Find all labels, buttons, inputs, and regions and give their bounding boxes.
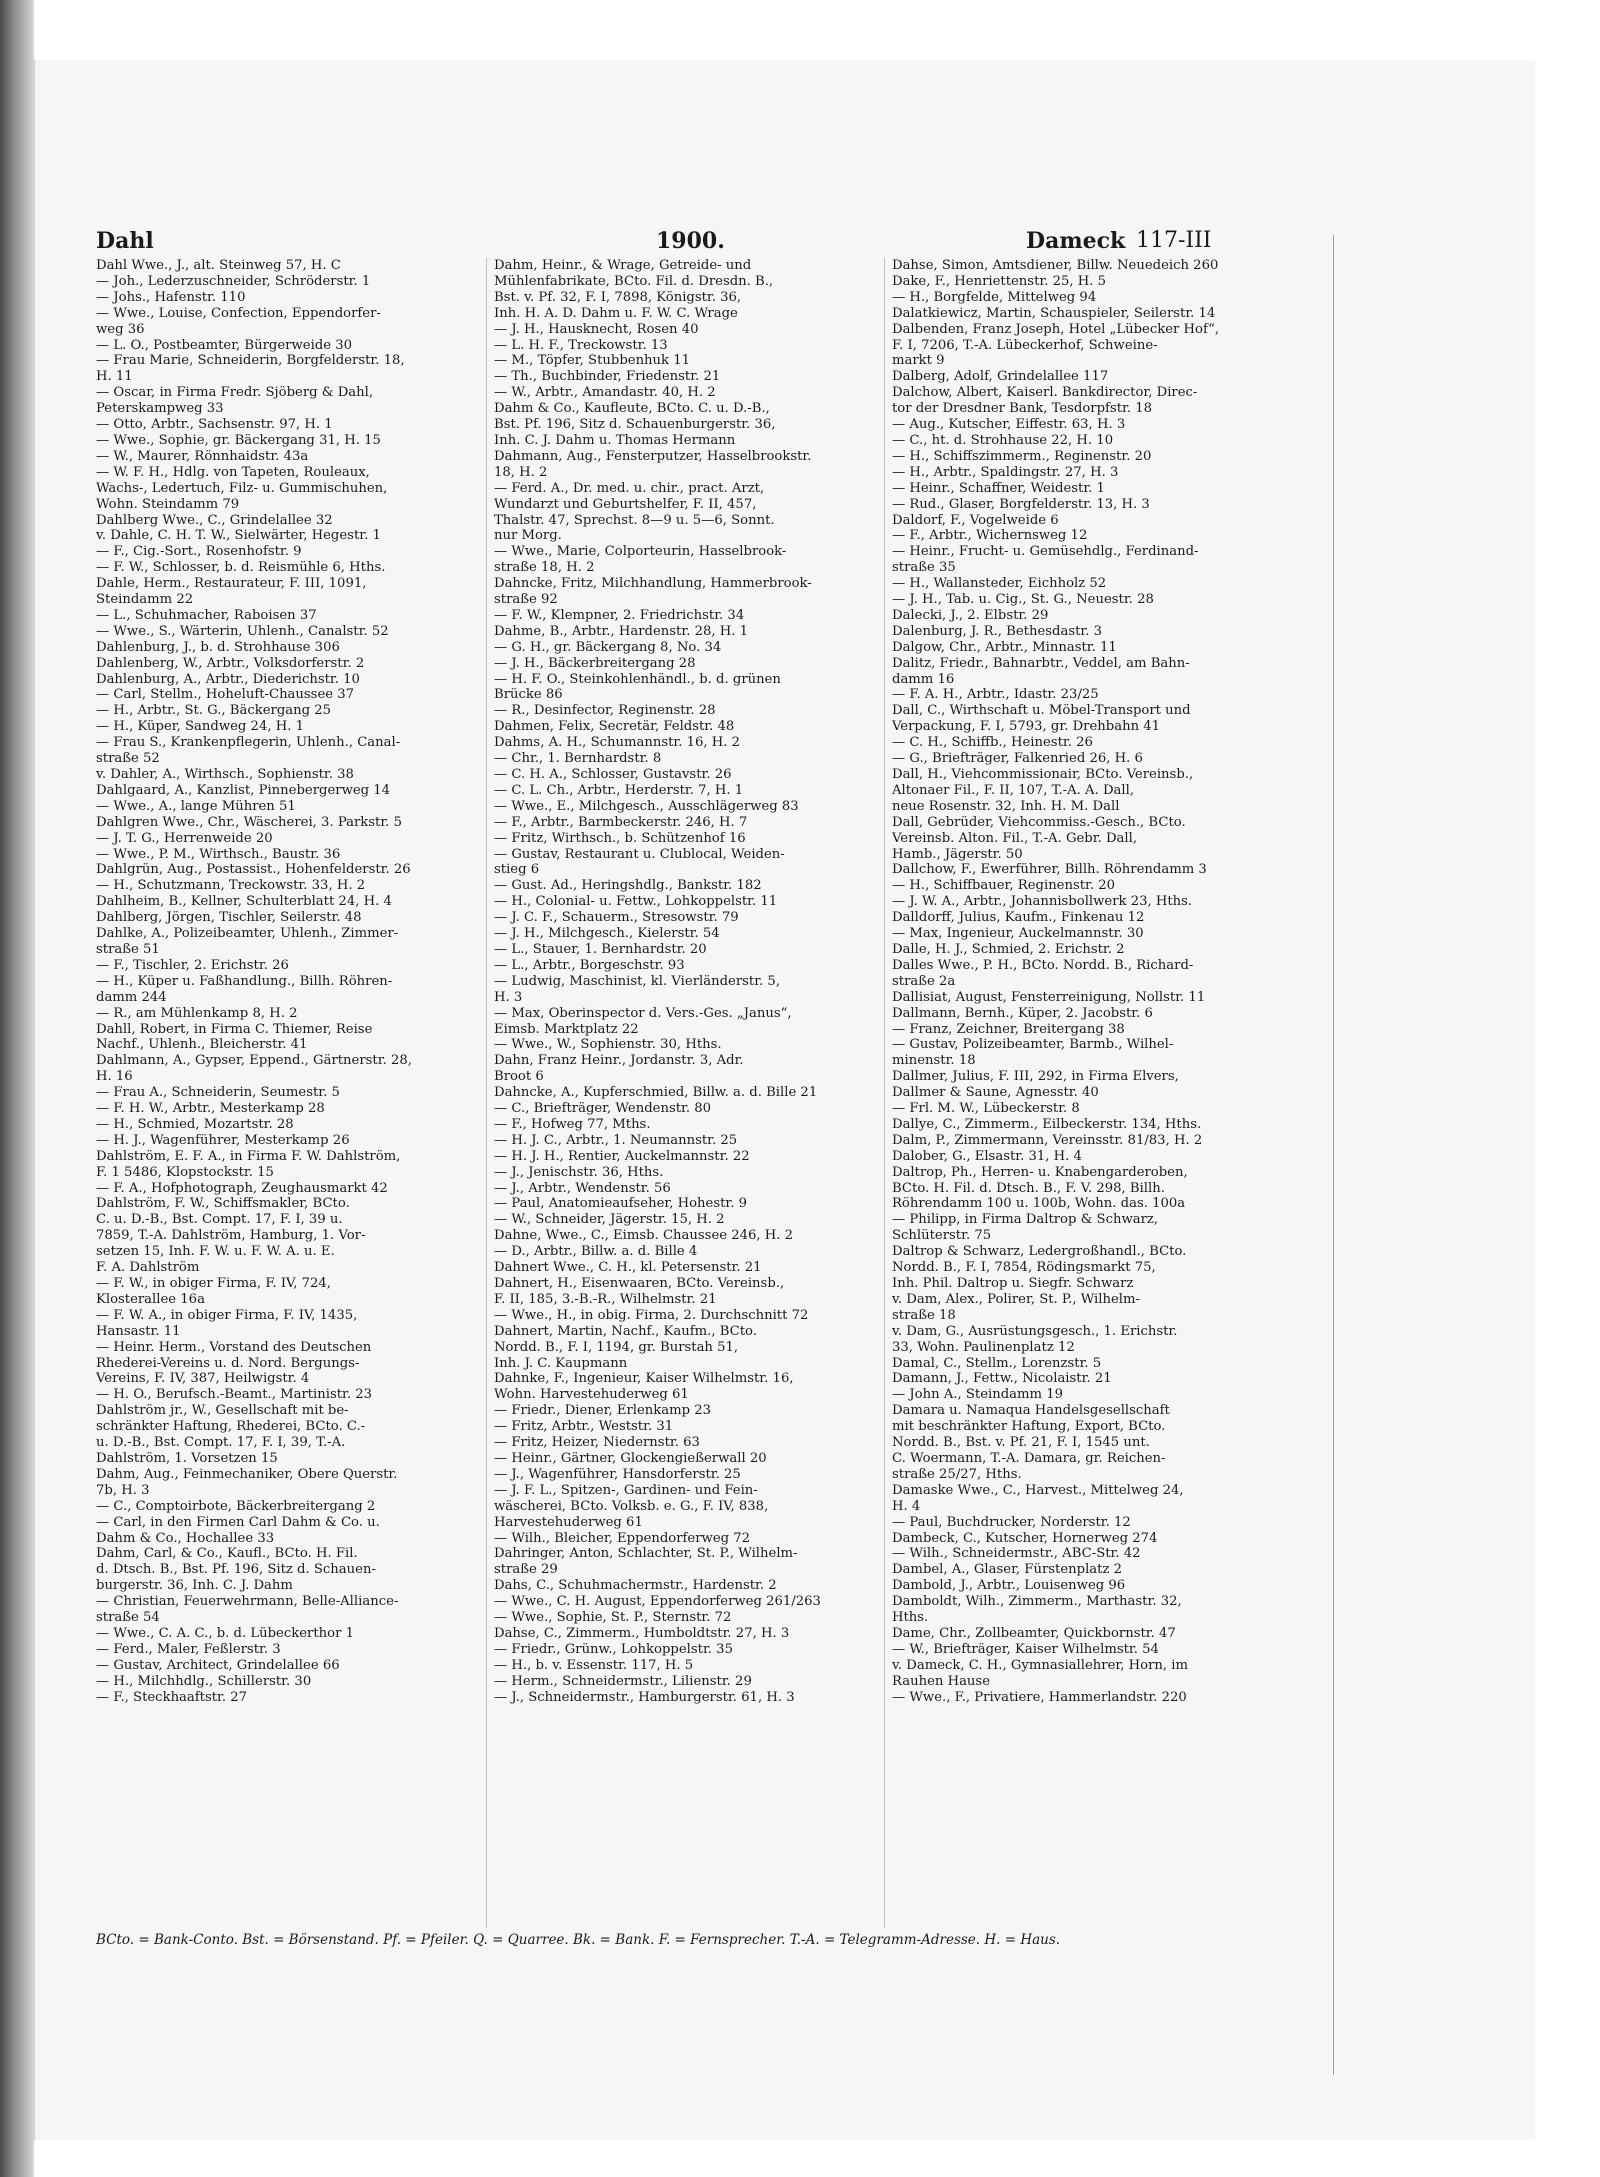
directory-entry-line: — L. H. F., Treckowstr. 13 <box>494 337 668 353</box>
directory-entry-line: — Wwe., F., Privatiere, Hammerlandstr. 220 <box>892 1689 1187 1705</box>
directory-entry-line: — H., Küper u. Faßhandlung., Billh. Röhren- <box>96 973 393 989</box>
directory-entry-line: F. 1 5486, Klopstockstr. 15 <box>96 1164 274 1180</box>
directory-entry-line: Hths. <box>892 1610 929 1626</box>
directory-entry-line: Dahncke, Fritz, Milchhandlung, Hammerbrook- <box>494 576 812 592</box>
directory-entry-line: — Johs., Hafenstr. 110 <box>96 289 246 305</box>
directory-entry-line: Dahlenberg, W., Arbtr., Volksdorferstr. 2 <box>96 655 365 671</box>
directory-entry-line: — Paul, Buchdrucker, Norderstr. 12 <box>892 1514 1131 1530</box>
directory-entry-line: Damaske Wwe., C., Harvest., Mittelweg 24, <box>892 1482 1184 1498</box>
directory-entry-line: — L., Stauer, 1. Bernhardstr. 20 <box>494 941 707 957</box>
directory-entry-line: Dahs, C., Schuhmachermstr., Hardenstr. 2 <box>494 1578 777 1594</box>
directory-entry-line: Dahncke, A., Kupferschmied, Billw. a. d. Bille 21 <box>494 1085 818 1101</box>
directory-entry-line: — Otto, Arbtr., Sachsenstr. 97, H. 1 <box>96 417 333 433</box>
directory-entry-line: — Rud., Glaser, Borgfelderstr. 13, H. 3 <box>892 496 1150 512</box>
directory-entry-line: Wohn. Harvestehuderweg 61 <box>494 1387 689 1403</box>
directory-entry-line: Dalenburg, J. R., Bethesdastr. 3 <box>892 623 1103 639</box>
directory-entry-line: Mühlenfabrikate, BCto. Fil. d. Dresdn. B., <box>494 273 774 289</box>
directory-entry-line: — Aug., Kutscher, Eiffestr. 63, H. 3 <box>892 417 1126 433</box>
directory-entry-line: straße 2a <box>892 973 956 989</box>
directory-entry-line: — Heinr., Frucht- u. Gemüsehdlg., Ferdinand- <box>892 544 1199 560</box>
directory-entry-line: Dalecki, J., 2. Elbstr. 29 <box>892 607 1049 623</box>
directory-entry-line: — J. H., Bäckerbreitergang 28 <box>494 655 696 671</box>
directory-entry-line: — W., Arbtr., Amandastr. 40, H. 2 <box>494 385 716 401</box>
directory-entry-line: Dall, C., Wirthschaft u. Möbel-Transport und <box>892 703 1191 719</box>
directory-entry-line: — R., am Mühlenkamp 8, H. 2 <box>96 1005 298 1021</box>
directory-entry-line: Dahlström, 1. Vorsetzen 15 <box>96 1450 278 1466</box>
directory-entry-line: Dall, Gebrüder, Viehcommiss.-Gesch., BCto. <box>892 814 1186 830</box>
directory-entry-line: mit beschränkter Haftung, Export, BCto. <box>892 1419 1166 1435</box>
directory-entry-line: — L., Schuhmacher, Raboisen 37 <box>96 607 317 623</box>
directory-entry-line: — Frl. M. W., Lübeckerstr. 8 <box>892 1101 1080 1117</box>
directory-entry-line: C. Woermann, T.-A. Damara, gr. Reichen- <box>892 1450 1166 1466</box>
header-left-keyword: Dahl <box>96 228 154 254</box>
directory-column-3 <box>892 258 1270 1705</box>
directory-entry-line: Dahn, Franz Heinr., Jordanstr. 3, Adr. <box>494 1053 744 1069</box>
directory-entry-line: — W., Maurer, Rönnhaidstr. 43a <box>96 448 309 464</box>
directory-entry-line: Damann, J., Fettw., Nicolaistr. 21 <box>892 1371 1112 1387</box>
directory-entry-line: Dallmer & Saune, Agnesstr. 40 <box>892 1085 1099 1101</box>
directory-entry-line: Dalgow, Chr., Arbtr., Minnastr. 11 <box>892 639 1117 655</box>
directory-entry-line: — R., Desinfector, Reginenstr. 28 <box>494 703 716 719</box>
directory-entry-line: Dake, F., Henriettenstr. 25, H. 5 <box>892 273 1107 289</box>
directory-entry-line: Rhederei-Vereins u. d. Nord. Bergungs- <box>96 1355 360 1371</box>
directory-entry-line: — H., Wallansteder, Eichholz 52 <box>892 576 1107 592</box>
directory-entry-line: H. 16 <box>96 1069 133 1085</box>
directory-entry-line: Dahne, Wwe., C., Eimsb. Chaussee 246, H. 2 <box>494 1228 794 1244</box>
directory-entry-line: — H., Milchhdlg., Schillerstr. 30 <box>96 1673 312 1689</box>
directory-entry-line: — Heinr. Herm., Vorstand des Deutschen <box>96 1339 372 1355</box>
directory-entry-line: Daldorf, F., Vogelweide 6 <box>892 512 1059 528</box>
directory-entry-line: Dahlgrün, Aug., Postassist., Hohenfelderstr. 26 <box>96 862 411 878</box>
directory-entry-line: — Wwe., E., Milchgesch., Ausschlägerweg 83 <box>494 798 799 814</box>
directory-entry-line: Nachf., Uhlenh., Bleicherstr. 41 <box>96 1037 308 1053</box>
directory-entry-line: — Fritz, Heizer, Niedernstr. 63 <box>494 1435 700 1451</box>
directory-entry-line: Dahll, Robert, in Firma C. Thiemer, Reise <box>96 1021 373 1037</box>
directory-entry-line: Rauhen Hause <box>892 1673 990 1689</box>
directory-entry-line: damm 16 <box>892 671 955 687</box>
directory-entry-line: — H. J. H., Rentier, Auckelmannstr. 22 <box>494 1148 750 1164</box>
directory-entry-line: Dambel, A., Glaser, Fürstenplatz 2 <box>892 1562 1122 1578</box>
column-divider <box>884 258 885 1928</box>
header-year: 1900. <box>656 228 725 254</box>
directory-entry-line: 7b, H. 3 <box>96 1482 150 1498</box>
directory-entry-line: Dahme, B., Arbtr., Hardenstr. 28, H. 1 <box>494 623 749 639</box>
directory-entry-line: — Chr., 1. Bernhardstr. 8 <box>494 751 662 767</box>
directory-entry-line: — Fritz, Wirthsch., b. Schützenhof 16 <box>494 830 746 846</box>
directory-entry-line: — Wwe., P. M., Wirthsch., Baustr. 36 <box>96 846 341 862</box>
directory-entry-line: straße 29 <box>494 1562 558 1578</box>
directory-entry-line: — Wwe., C. A. C., b. d. Lübeckerthor 1 <box>96 1625 354 1641</box>
directory-entry-line: — F., Tischler, 2. Erichstr. 26 <box>96 957 289 973</box>
directory-entry-line: — F. W. A., in obiger Firma, F. IV, 1435, <box>96 1307 358 1323</box>
directory-entry-line: straße 54 <box>96 1610 160 1626</box>
directory-entry-line: Damara u. Namaqua Handelsgesellschaft <box>892 1403 1170 1419</box>
directory-entry-line: Dalle, H. J., Schmied, 2. Erichstr. 2 <box>892 941 1125 957</box>
directory-entry-line: F. I, 7206, T.-A. Lübeckerhof, Schweine- <box>892 337 1158 353</box>
directory-entry-line: — Carl, in den Firmen Carl Dahm & Co. u. <box>96 1514 380 1530</box>
directory-entry-line: H. 11 <box>96 369 133 385</box>
directory-entry-line: damm 244 <box>96 989 167 1005</box>
directory-entry-line: Wundarzt und Geburtshelfer, F. II, 457, <box>494 496 757 512</box>
directory-entry-line: — John A., Steindamm 19 <box>892 1387 1064 1403</box>
directory-entry-line: — J. C. F., Schauerm., Stresowstr. 79 <box>494 910 739 926</box>
directory-entry-line: Altonaer Fil., F. II, 107, T.-A. A. Dall, <box>892 782 1135 798</box>
directory-entry-line: Dahlgren Wwe., Chr., Wäscherei, 3. Parkstr. 5 <box>96 814 402 830</box>
directory-entry-line: Dall, H., Viehcommissionair, BCto. Vereinsb., <box>892 767 1194 782</box>
directory-entry-line: — L. O., Postbeamter, Bürgerweide 30 <box>96 337 353 353</box>
directory-entry-line: — Wwe., C. H. August, Eppendorferweg 261/263 <box>494 1594 821 1610</box>
directory-entry-line: Dahlke, A., Polizeibeamter, Uhlenh., Zimmer- <box>96 926 399 942</box>
directory-entry-line: — J. W. A., Arbtr., Johannisbollwerk 23, Hths. <box>892 894 1193 910</box>
directory-entry-line: — Fritz, Arbtr., Weststr. 31 <box>494 1419 674 1435</box>
directory-entry-line: Vereins, F. IV, 387, Heilwigstr. 4 <box>96 1371 310 1387</box>
directory-entry-line: — Wwe., Louise, Confection, Eppendorfer- <box>96 305 381 321</box>
directory-column-1 <box>96 258 474 1705</box>
directory-entry-line: Klosterallee 16a <box>96 1291 205 1307</box>
directory-entry-line: — J. F. L., Spitzen-, Gardinen- und Fein- <box>494 1482 758 1498</box>
directory-entry-line: 33, Wohn. Paulinenplatz 12 <box>892 1339 1075 1355</box>
directory-entry-line: — G. H., gr. Bäckergang 8, No. 34 <box>494 639 722 655</box>
directory-entry-line: — Heinr., Schaffner, Weidestr. 1 <box>892 480 1105 496</box>
directory-entry-line: Dahlström, F. W., Schiffsmakler, BCto. <box>96 1196 350 1212</box>
directory-entry-line: — D., Arbtr., Billw. a. d. Bille 4 <box>494 1244 698 1260</box>
directory-entry-line: — Frau Marie, Schneiderin, Borgfelderstr. 18, <box>96 353 405 369</box>
directory-entry-line: v. Dahler, A., Wirthsch., Sophienstr. 38 <box>96 767 354 782</box>
directory-entry-line: Thalstr. 47, Sprechst. 8—9 u. 5—6, Sonnt. <box>494 512 775 528</box>
directory-entry-line: Dalm, P., Zimmermann, Vereinsstr. 81/83, H. 2 <box>892 1132 1203 1148</box>
directory-entry-line: Damboldt, Wilh., Zimmerm., Marthastr. 32, <box>892 1594 1182 1610</box>
directory-entry-line: — F., Hofweg 77, Mths. <box>494 1116 651 1132</box>
directory-entry-line: — H., Colonial- u. Fettw., Lohkoppelstr. 11 <box>494 894 778 910</box>
directory-entry-line: — F. H. W., Arbtr., Mesterkamp 28 <box>96 1101 325 1117</box>
directory-entry-line: — C. L. Ch., Arbtr., Herderstr. 7, H. 1 <box>494 782 744 798</box>
directory-entry-line: — C., Comptoirbote, Bäckerbreitergang 2 <box>96 1498 376 1514</box>
directory-entry-line: nur Morg. <box>494 528 562 544</box>
directory-entry-line: Dallchow, F., Ewerführer, Billh. Röhrendamm 3 <box>892 862 1207 878</box>
directory-entry-line: 18, H. 2 <box>494 464 548 480</box>
directory-entry-line: — Wwe., Sophie, gr. Bäckergang 31, H. 15 <box>96 432 381 448</box>
directory-entry-line: Bst. Pf. 196, Sitz d. Schauenburgerstr. 36, <box>494 417 776 433</box>
directory-entry-line: Steindamm 22 <box>96 592 194 608</box>
directory-entry-line: Broot 6 <box>494 1069 544 1085</box>
directory-entry-line: Dalchow, Albert, Kaiserl. Bankdirector, Direc- <box>892 385 1198 401</box>
directory-entry-line: — L., Arbtr., Borgeschstr. 93 <box>494 957 685 973</box>
directory-entry-line: Hamb., Jägerstr. 50 <box>892 846 1023 862</box>
directory-entry-line: — F., Arbtr., Barmbeckerstr. 246, H. 7 <box>494 814 748 830</box>
directory-entry-line: — J., Arbtr., Wendenstr. 56 <box>494 1180 671 1196</box>
directory-entry-line: — Philipp, in Firma Daltrop & Schwarz, <box>892 1212 1159 1228</box>
directory-entry-line: Inh. C. J. Dahm u. Thomas Hermann <box>494 432 736 448</box>
directory-entry-line: straße 51 <box>96 941 160 957</box>
directory-entry-line: H. 3 <box>494 989 523 1005</box>
directory-entry-line: minenstr. 18 <box>892 1053 976 1069</box>
directory-entry-line: Damal, C., Stellm., Lorenzstr. 5 <box>892 1355 1102 1371</box>
page-header <box>96 228 1256 258</box>
directory-entry-line: Dahm & Co., Hochallee 33 <box>96 1530 275 1546</box>
directory-entry-line: Dahlenburg, J., b. d. Strohhause 306 <box>96 639 340 655</box>
directory-entry-line: Dahm & Co., Kaufleute, BCto. C. u. D.-B., <box>494 401 770 417</box>
directory-entry-line: — Ferd. A., Dr. med. u. chir., pract. Arzt, <box>494 480 765 496</box>
directory-entry-line: Dahmen, Felix, Secretär, Feldstr. 48 <box>494 719 735 735</box>
directory-entry-line: — H., Schiffszimmerm., Reginenstr. 20 <box>892 448 1152 464</box>
directory-entry-line: Dahlgaard, A., Kanzlist, Pinnebergerweg 14 <box>96 782 391 798</box>
directory-entry-line: Dahringer, Anton, Schlachter, St. P., Wilhelm- <box>494 1546 798 1562</box>
directory-entry-line: Dahse, Simon, Amtsdiener, Billw. Neuedeich 260 <box>892 258 1219 273</box>
directory-entry-line: schränkter Haftung, Rhederei, BCto. C.- <box>96 1419 366 1435</box>
directory-entry-line: — F. W., in obiger Firma, F. IV, 724, <box>96 1276 331 1291</box>
directory-entry-line: — Joh., Lederzuschneider, Schröderstr. 1 <box>96 273 371 289</box>
directory-entry-line: — Ferd., Maler, Feßlerstr. 3 <box>96 1641 281 1657</box>
directory-entry-line: — J. H., Hausknecht, Rosen 40 <box>494 321 699 337</box>
directory-entry-line: Dahms, A. H., Schumannstr. 16, H. 2 <box>494 735 741 751</box>
directory-entry-line: — Wwe., Sophie, St. P., Sternstr. 72 <box>494 1610 732 1626</box>
directory-entry-line: C. u. D.-B., Bst. Compt. 17, F. I, 39 u. <box>96 1212 343 1228</box>
directory-entry-line: — Frau S., Krankenpflegerin, Uhlenh., Canal- <box>96 735 401 751</box>
directory-entry-line: — Wwe., W., Sophienstr. 30, Hths. <box>494 1037 722 1053</box>
directory-entry-line: — Gustav, Polizeibeamter, Barmb., Wilhel- <box>892 1037 1174 1053</box>
directory-entry-line: wäscherei, BCto. Volksb. e. G., F. IV, 838, <box>494 1498 769 1514</box>
directory-entry-line: — H., Arbtr., Spaldingstr. 27, H. 3 <box>892 464 1119 480</box>
directory-entry-line: Dahnert Wwe., C. H., kl. Petersenstr. 21 <box>494 1260 762 1276</box>
directory-entry-line: — H., b. v. Essenstr. 117, H. 5 <box>494 1657 694 1673</box>
directory-entry-line: — J. H., Milchgesch., Kielerstr. 54 <box>494 926 720 942</box>
directory-entry-line: Dahle, Herm., Restaurateur, F. III, 1091, <box>96 576 367 592</box>
directory-entry-line: Dahm, Carl, & Co., Kaufl., BCto. H. Fil. <box>96 1546 358 1562</box>
directory-entry-line: Daltrop & Schwarz, Ledergroßhandl., BCto. <box>892 1244 1187 1260</box>
directory-entry-line: — Oscar, in Firma Fredr. Sjöberg & Dahl, <box>96 385 374 401</box>
directory-entry-line: Dahlmann, A., Gypser, Eppend., Gärtnerstr. 28, <box>96 1053 412 1069</box>
directory-entry-line: tor der Dresdner Bank, Tesdorpfstr. 18 <box>892 401 1153 417</box>
directory-entry-line: — M., Töpfer, Stubbenhuk 11 <box>494 353 691 369</box>
directory-entry-line: u. D.-B., Bst. Compt. 17, F. I, 39, T.-A. <box>96 1435 346 1451</box>
directory-entry-line: — Gustav, Restaurant u. Clublocal, Weiden- <box>494 846 785 862</box>
directory-entry-line: — C., ht. d. Strohhause 22, H. 10 <box>892 432 1114 448</box>
directory-entry-line: — Wwe., S., Wärterin, Uhlenh., Canalstr. 52 <box>96 623 389 639</box>
directory-entry-line: straße 18 <box>892 1307 956 1323</box>
directory-entry-line: — G., Briefträger, Falkenried 26, H. 6 <box>892 751 1143 767</box>
directory-entry-line: Eimsb. Marktplatz 22 <box>494 1021 639 1037</box>
directory-entry-line: straße 35 <box>892 560 956 576</box>
directory-entry-line: — W., Schneider, Jägerstr. 15, H. 2 <box>494 1212 725 1228</box>
directory-entry-line: Dalldorff, Julius, Kaufm., Finkenau 12 <box>892 910 1145 926</box>
directory-entry-line: — Christian, Feuerwehrmann, Belle-Alliance- <box>96 1594 399 1610</box>
directory-entry-line: Dalober, G., Elsastr. 31, H. 4 <box>892 1148 1082 1164</box>
directory-entry-line: — J. H., Tab. u. Cig., St. G., Neuestr. 28 <box>892 592 1154 608</box>
directory-entry-line: — F., Steckhaaftstr. 27 <box>96 1689 248 1705</box>
directory-entry-line: burgerstr. 36, Inh. C. J. Dahm <box>96 1578 293 1594</box>
directory-entry-line: Röhrendamm 100 u. 100b, Wohn. das. 100a <box>892 1196 1186 1212</box>
directory-entry-line: Wohn. Steindamm 79 <box>96 496 240 512</box>
directory-entry-line: — F. A. H., Arbtr., Idastr. 23/25 <box>892 687 1099 703</box>
directory-entry-line: Nordd. B., F. I, 1194, gr. Burstah 51, <box>494 1339 739 1355</box>
directory-entry-line: Dame, Chr., Zollbeamter, Quickbornstr. 47 <box>892 1625 1176 1641</box>
directory-entry-line: Dahmann, Aug., Fensterputzer, Hasselbrookstr. <box>494 448 812 464</box>
directory-entry-line: Inh. H. A. D. Dahm u. F. W. C. Wrage <box>494 305 738 321</box>
directory-entry-line: — Max, Ingenieur, Auckelmannstr. 30 <box>892 926 1144 942</box>
directory-entry-line: Dalbenden, Franz Joseph, Hotel „Lübecker Hof“, <box>892 321 1220 337</box>
directory-entry-line: Wachs-, Ledertuch, Filz- u. Gummischuhen, <box>96 480 388 496</box>
directory-entry-line: Dahlberg, Jörgen, Tischler, Seilerstr. 48 <box>96 910 362 926</box>
directory-entry-line: Dahlenburg, A., Arbtr., Diederichstr. 10 <box>96 671 360 687</box>
directory-entry-line: Hansastr. 11 <box>96 1323 181 1339</box>
directory-entry-line: — Th., Buchbinder, Friedenstr. 21 <box>494 369 721 385</box>
directory-entry-line: — F. W., Schlosser, b. d. Reismühle 6, Hths. <box>96 560 386 576</box>
directory-entry-line: neue Rosenstr. 32, Inh. H. M. Dall <box>892 798 1120 814</box>
directory-entry-line: Dallmann, Bernh., Küper, 2. Jacobstr. 6 <box>892 1005 1153 1021</box>
directory-entry-line: v. Dameck, C. H., Gymnasiallehrer, Horn, im <box>892 1657 1188 1673</box>
directory-entry-line: Dahlström jr., W., Gesellschaft mit be- <box>96 1403 349 1419</box>
directory-entry-line: — C., Briefträger, Wendenstr. 80 <box>494 1101 712 1117</box>
directory-entry-line: Daltrop, Ph., Herren- u. Knabengarderoben, <box>892 1164 1188 1180</box>
directory-entry-line: — Franz, Zeichner, Breitergang 38 <box>892 1021 1125 1037</box>
directory-entry-line: H. 4 <box>892 1498 921 1514</box>
directory-entry-line: Peterskampweg 33 <box>96 401 224 417</box>
directory-entry-line: Dahnert, H., Eisenwaaren, BCto. Vereinsb., <box>494 1276 785 1291</box>
directory-entry-line: — J., Schneidermstr., Hamburgerstr. 61, H. 3 <box>494 1689 795 1705</box>
directory-entry-line: — Max, Oberinspector d. Vers.-Ges. „Janus“, <box>494 1005 792 1021</box>
directory-entry-line: — F., Arbtr., Wichernsweg 12 <box>892 528 1088 544</box>
directory-entry-line: — Heinr., Gärtner, Glockengießerwall 20 <box>494 1450 767 1466</box>
directory-entry-line: Dahse, C., Zimmerm., Humboldtstr. 27, H. 3 <box>494 1625 790 1641</box>
directory-entry-line: — W. F. H., Hdlg. von Tapeten, Rouleaux, <box>96 464 370 480</box>
directory-entry-line: setzen 15, Inh. F. W. u. F. W. A. u. E. <box>96 1244 335 1260</box>
directory-entry-line: — Ludwig, Maschinist, kl. Vierländerstr. 5, <box>494 973 781 989</box>
directory-entry-line: — Paul, Anatomieaufseher, Hohestr. 9 <box>494 1196 748 1212</box>
directory-entry-line: — W., Briefträger, Kaiser Wilhelmstr. 54 <box>892 1641 1159 1657</box>
header-right-keyword: Dameck <box>1026 228 1126 254</box>
directory-entry-line: 7859, T.-A. Dahlström, Hamburg, 1. Vor- <box>96 1228 366 1244</box>
directory-entry-line: Bst. v. Pf. 32, F. I, 7898, Königstr. 36, <box>494 289 742 305</box>
directory-entry-line: v. Dam, Alex., Polirer, St. P., Wilhelm- <box>892 1291 1140 1307</box>
directory-entry-line: Dahnert, Martin, Nachf., Kaufm., BCto. <box>494 1323 757 1339</box>
directory-entry-line: Dahlheim, B., Kellner, Schulterblatt 24, H. 4 <box>96 894 392 910</box>
directory-entry-line: weg 36 <box>96 321 145 337</box>
abbreviation-legend: BCto. = Bank-Conto. Bst. = Börsenstand. Pf. = Pfeiler. Q. = Quarree. Bk. = Bank. F. = Fernsprecher. T.-A. = Telegramm-Adresse. H. = Haus. <box>96 1932 1061 1948</box>
directory-entry-line: Dambeck, C., Kutscher, Hornerweg 274 <box>892 1530 1158 1546</box>
directory-entry-line: Vereinsb. Alton. Fil., T.-A. Gebr. Dall, <box>892 830 1138 846</box>
directory-entry-line: v. Dam, G., Ausrüstungsgesch., 1. Erichstr. <box>892 1323 1178 1339</box>
directory-entry-line: BCto. H. Fil. d. Dtsch. B., F. V. 298, Billh. <box>892 1180 1165 1196</box>
directory-entry-line: — Wwe., A., lange Mühren 51 <box>96 798 296 814</box>
directory-entry-line: Nordd. B., F. I, 7854, Rödingsmarkt 75, <box>892 1260 1156 1276</box>
directory-entry-line: Dahm, Aug., Feinmechaniker, Obere Querstr. <box>96 1466 398 1482</box>
directory-entry-line: — H., Arbtr., St. G., Bäckergang 25 <box>96 703 332 719</box>
directory-column-2 <box>494 258 872 1705</box>
directory-entry-line: — Wwe., H., in obig. Firma, 2. Durchschnitt 72 <box>494 1307 809 1323</box>
directory-entry-line: Brücke 86 <box>494 687 563 703</box>
directory-entry-line: Nordd. B., Bst. v. Pf. 21, F. I, 1545 unt. <box>892 1435 1150 1451</box>
directory-entry-line: — H., Borgfelde, Mittelweg 94 <box>892 289 1097 305</box>
directory-entry-line: — C. H., Schiffb., Heinestr. 26 <box>892 735 1093 751</box>
directory-entry-line: Dahm, Heinr., & Wrage, Getreide- und <box>494 258 752 273</box>
directory-entry-line: straße 25/27, Hths. <box>892 1466 1022 1482</box>
directory-entry-line: — H. F. O., Steinkohlenhändl., b. d. grünen <box>494 671 781 687</box>
directory-entry-line: — F. A., Hofphotograph, Zeughausmarkt 42 <box>96 1180 388 1196</box>
directory-entry-line: — Gustav, Architect, Grindelallee 66 <box>96 1657 340 1673</box>
directory-entry-line: F. A. Dahlström <box>96 1260 200 1276</box>
header-page-number: 117-III <box>1136 228 1212 253</box>
directory-entry-line: — Carl, Stellm., Hoheluft-Chaussee 37 <box>96 687 355 703</box>
book-binding <box>0 0 34 2177</box>
directory-entry-line: straße 52 <box>96 751 160 767</box>
directory-entry-line: Dahlström, E. F. A., in Firma F. W. Dahlström, <box>96 1148 401 1164</box>
directory-entry-line: — J., Wagenführer, Hansdorferstr. 25 <box>494 1466 741 1482</box>
directory-entry-line: — C. H. A., Schlosser, Gustavstr. 26 <box>494 767 732 782</box>
directory-entry-line: — F., Cig.-Sort., Rosenhofstr. 9 <box>96 544 302 560</box>
directory-entry-line: Dahnke, F., Ingenieur, Kaiser Wilhelmstr. 16, <box>494 1371 794 1387</box>
directory-entry-line: — F. W., Klempner, 2. Friedrichstr. 34 <box>494 607 745 623</box>
directory-entry-line: — Friedr., Diener, Erlenkamp 23 <box>494 1403 712 1419</box>
directory-entry-line: Dambold, J., Arbtr., Louisenweg 96 <box>892 1578 1126 1594</box>
directory-entry-line: — Wwe., Marie, Colporteurin, Hasselbrook- <box>494 544 787 560</box>
directory-entry-line: F. II, 185, 3.-B.-R., Wilhelmstr. 21 <box>494 1291 717 1307</box>
directory-entry-line: — H. J. C., Arbtr., 1. Neumannstr. 25 <box>494 1132 738 1148</box>
directory-entry-line: — Frau A., Schneiderin, Seumestr. 5 <box>96 1085 340 1101</box>
directory-entry-line: Dallye, C., Zimmerm., Eilbeckerstr. 134, Hths. <box>892 1116 1202 1132</box>
directory-entry-line: — Gust. Ad., Heringshdlg., Bankstr. 182 <box>494 878 762 894</box>
directory-entry-line: — H., Schutzmann, Treckowstr. 33, H. 2 <box>96 878 366 894</box>
directory-entry-line: Dalitz, Friedr., Bahnarbtr., Veddel, am Bahn- <box>892 655 1190 671</box>
directory-entry-line: — Friedr., Grünw., Lohkoppelstr. 35 <box>494 1641 733 1657</box>
page-edge <box>1333 235 1334 2075</box>
directory-entry-line: — Herm., Schneidermstr., Lilienstr. 29 <box>494 1673 752 1689</box>
directory-entry-line: Inh. Phil. Daltrop u. Siegfr. Schwarz <box>892 1276 1134 1291</box>
directory-entry-line: stieg 6 <box>494 862 540 878</box>
directory-entry-line: Dalatkiewicz, Martin, Schauspieler, Seilerstr. 14 <box>892 305 1216 321</box>
directory-entry-line: Dahlberg Wwe., C., Grindelallee 32 <box>96 512 333 528</box>
directory-entry-line: — H. O., Berufsch.-Beamt., Martinistr. 23 <box>96 1387 373 1403</box>
directory-entry-line: — Wilh., Schneidermstr., ABC-Str. 42 <box>892 1546 1141 1562</box>
directory-entry-line: Dallmer, Julius, F. III, 292, in Firma Elvers, <box>892 1069 1179 1085</box>
directory-entry-line: — H., Schmied, Mozartstr. 28 <box>96 1116 294 1132</box>
directory-entry-line: straße 92 <box>494 592 558 608</box>
directory-entry-line: straße 18, H. 2 <box>494 560 595 576</box>
directory-entry-line: Dahl Wwe., J., alt. Steinweg 57, H. C <box>96 258 341 273</box>
directory-entry-line: — H. J., Wagenführer, Mesterkamp 26 <box>96 1132 350 1148</box>
directory-entry-line: — Wilh., Bleicher, Eppendorferweg 72 <box>494 1530 751 1546</box>
directory-entry-line: — J., Jenischstr. 36, Hths. <box>494 1164 664 1180</box>
directory-entry-line: Dalberg, Adolf, Grindelallee 117 <box>892 369 1109 385</box>
directory-entry-line: — J. T. G., Herrenweide 20 <box>96 830 273 846</box>
directory-entry-line: v. Dahle, C. H. T. W., Sielwärter, Hegestr. 1 <box>96 528 381 544</box>
directory-entry-line: Inh. J. C. Kaupmann <box>494 1355 628 1371</box>
directory-entry-line: Dalles Wwe., P. H., BCto. Nordd. B., Richard- <box>892 957 1194 973</box>
directory-entry-line: Verpackung, F. I, 5793, gr. Drehbahn 41 <box>892 719 1161 735</box>
directory-entry-line: — H., Küper, Sandweg 24, H. 1 <box>96 719 304 735</box>
directory-entry-line: Harvestehuderweg 61 <box>494 1514 643 1530</box>
directory-entry-line: d. Dtsch. B., Bst. Pf. 196, Sitz d. Schauen- <box>96 1562 376 1578</box>
directory-entry-line: Dallisiat, August, Fensterreinigung, Nollstr. 11 <box>892 989 1206 1005</box>
directory-entry-line: — H., Schiffbauer, Reginenstr. 20 <box>892 878 1116 894</box>
directory-entry-line: markt 9 <box>892 353 945 369</box>
column-divider <box>486 258 487 1928</box>
directory-entry-line: Schlüterstr. 75 <box>892 1228 992 1244</box>
